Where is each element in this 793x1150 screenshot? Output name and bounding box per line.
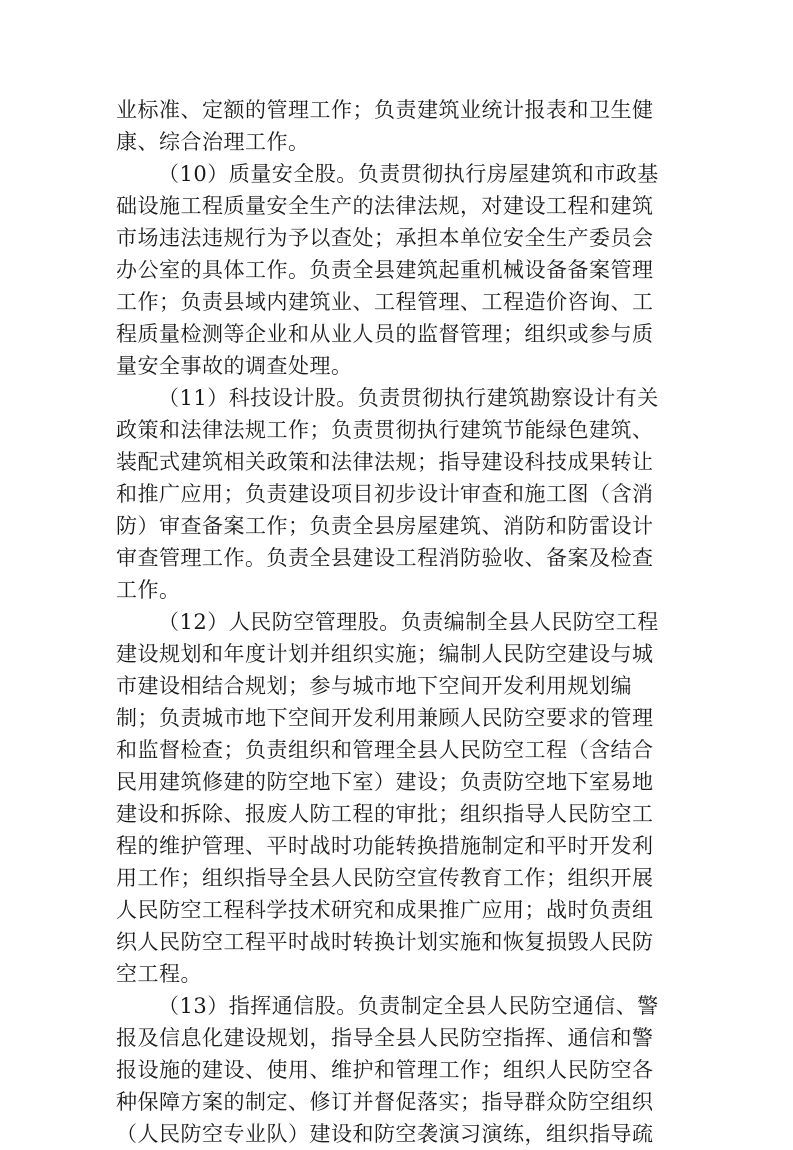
text-line: 工作。	[116, 578, 181, 602]
text-line: 用工作；组织指导全县人民防空宣传教育工作；组织开展	[116, 866, 654, 890]
text-line: 政策和法律法规工作；负责贯彻执行建筑节能绿色建筑、	[116, 418, 654, 442]
text-line: 础设施工程质量安全生产的法律法规，对建设工程和建筑	[116, 194, 654, 218]
text-line: 装配式建筑相关政策和法律法规；指导建设科技成果转让	[116, 450, 654, 474]
document-body	[116, 94, 661, 1150]
text-line: 程质量检测等企业和从业人员的监督管理；组织或参与质	[116, 322, 654, 346]
section-heading-line: （12）人民防空管理股。负责编制全县人民防空工程	[158, 610, 659, 634]
text-line: 建设和拆除、报废人防工程的审批；组织指导人民防空工	[116, 802, 654, 826]
text-line: 种保障方案的制定、修订并督促落实；指导群众防空组织	[116, 1090, 654, 1114]
text-line: 报及信息化建设规划，指导全县人民防空指挥、通信和警	[116, 1026, 654, 1050]
text-line: 量安全事故的调查处理。	[116, 354, 353, 378]
text-line: 办公室的具体工作。负责全县建筑起重机械设备备案管理	[116, 258, 654, 282]
text-line: 建设规划和年度计划并组织实施；编制人民防空建设与城	[116, 642, 654, 666]
text-line: 和监督检查；负责组织和管理全县人民防空工程（含结合	[116, 738, 654, 762]
text-line: 市建设相结合规划；参与城市地下空间开发利用规划编	[116, 674, 632, 698]
text-line: 报设施的建设、使用、维护和管理工作；组织人民防空各	[116, 1058, 654, 1082]
text-line: 业标准、定额的管理工作；负责建筑业统计报表和卫生健	[116, 98, 654, 122]
text-line: 康、综合治理工作。	[116, 130, 310, 154]
text-line: 工作；负责县域内建筑业、工程管理、工程造价咨询、工	[116, 290, 654, 314]
text-line: 程的维护管理、平时战时功能转换措施制定和平时开发利	[116, 834, 654, 858]
text-line: 制；负责城市地下空间开发利用兼顾人民防空要求的管理	[116, 706, 654, 730]
text-line: 织人民防空工程平时战时转换计划实施和恢复损毁人民防	[116, 930, 654, 954]
text-line: 民用建筑修建的防空地下室）建设；负责防空地下室易地	[116, 770, 654, 794]
section-heading-line: （11）科技设计股。负责贯彻执行建筑勘察设计有关	[158, 386, 659, 410]
section-heading-line: （13）指挥通信股。负责制定全县人民防空通信、警	[158, 994, 659, 1018]
text-line: 人民防空工程科学技术研究和成果推广应用；战时负责组	[116, 898, 654, 922]
text-line: 防）审查备案工作；负责全县房屋建筑、消防和防雷设计	[116, 514, 654, 538]
text-line: 和推广应用；负责建设项目初步设计审查和施工图（含消	[116, 482, 654, 506]
text-line: 审查管理工作。负责全县建设工程消防验收、备案及检查	[116, 546, 654, 570]
text-line: 市场违法违规行为予以查处；承担本单位安全生产委员会	[116, 226, 654, 250]
section-heading-line: （10）质量安全股。负责贯彻执行房屋建筑和市政基	[158, 162, 659, 186]
text-line: 空工程。	[116, 962, 202, 986]
text-line: （人民防空专业队）建设和防空袭演习演练，组织指导疏	[116, 1122, 654, 1146]
